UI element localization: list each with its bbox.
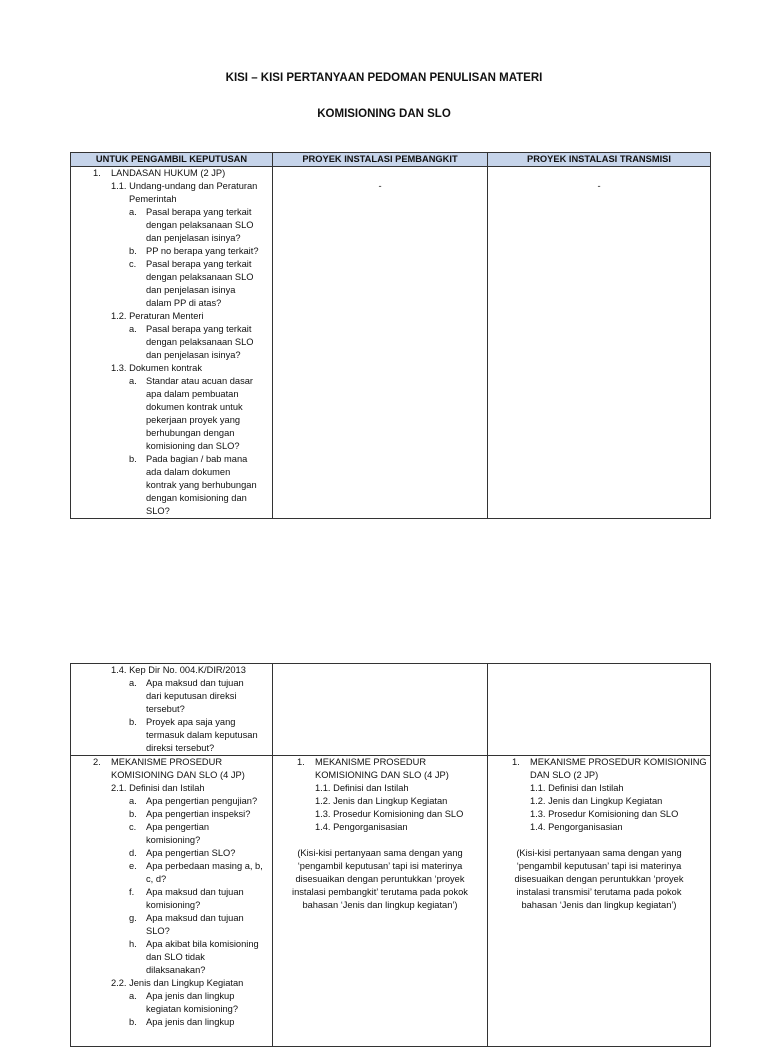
subsection-2-2: 2.2. Jenis dan Lingkup Kegiatan — [111, 978, 244, 988]
list-item: 1.1. Definisi dan Istilah — [315, 783, 409, 793]
list-item: b. Proyek apa saja yang — [129, 717, 236, 727]
list-item-cont: berhubungan dengan — [146, 428, 235, 438]
section-heading-cont: KOMISIONING DAN SLO (4 JP) — [315, 770, 449, 780]
table-row — [71, 664, 711, 756]
section-heading: 1. MEKANISME PROSEDUR — [297, 757, 427, 767]
list-item: 1.1. Definisi dan Istilah — [530, 783, 624, 793]
table-header-row — [71, 153, 711, 167]
list-item-cont: kegiatan komisioning? — [146, 1004, 238, 1014]
list-item: 1.2. Jenis dan Lingkup Kegiatan — [315, 796, 448, 806]
list-item: c. Pasal berapa yang terkait — [129, 259, 252, 269]
list-item: 1.2. Jenis dan Lingkup Kegiatan — [530, 796, 663, 806]
list-item-cont: tersebut? — [146, 704, 185, 714]
list-item-cont: dan penjelasan isinya — [146, 285, 236, 295]
list-item: e. Apa perbedaan masing a, b, — [129, 861, 263, 871]
header-power-plant: PROYEK INSTALASI PEMBANGKIT — [273, 153, 488, 167]
note-text: (Kisi-kisi pertanyaan sama dengan yang ‘pengambil keputusan’ tapi isi materinya disesuaikan dengan peruntukkan ‘proyek instalasi transmisi’ terutama pada pokok bahasan ‘Jenis dan lingkup kegiatan’) — [514, 848, 684, 910]
list-item: a. Apa maksud dan tujuan — [129, 678, 244, 688]
note-text: (Kisi-kisi pertanyaan sama dengan yang ‘pengambil keputusan’ tapi isi materinya disesuaikan dengan peruntukkan ‘proyek instalasi pembangkit’ terutama pada pokok bahasan ‘Jenis dan lingkup kegiatan’) — [292, 848, 468, 910]
list-item: b. Apa jenis dan lingkup — [129, 1017, 235, 1027]
transmission-dash-cell: - — [488, 167, 711, 519]
list-item-cont: termasuk dalam keputusan — [146, 730, 258, 740]
list-item-cont: dan penjelasan isinya? — [146, 350, 241, 360]
list-item-cont: dokumen kontrak untuk — [146, 402, 243, 412]
question-grid-table-page-1 — [70, 152, 711, 519]
question-grid-table-page-2 — [70, 663, 711, 1047]
list-item: b. Apa pengertian inspeksi? — [129, 809, 251, 819]
list-item: f. Apa maksud dan tujuan — [129, 887, 244, 897]
decision-maker-cell — [71, 756, 273, 1047]
table-row — [71, 756, 711, 1047]
subsection-2-1: 2.1. Definisi dan Istilah — [111, 783, 205, 793]
list-item: b. PP no berapa yang terkait? — [129, 246, 259, 256]
header-transmission: PROYEK INSTALASI TRANSMISI — [488, 153, 711, 167]
section-2-heading: 2. MEKANISME PROSEDUR — [93, 757, 223, 767]
subsection-1-1-cont: Pemerintah — [129, 194, 177, 204]
list-item: b. Pada bagian / bab mana — [129, 454, 248, 464]
subsection-1-3: 1.3. Dokumen kontrak — [111, 363, 202, 373]
list-item-cont: komisioning dan SLO? — [146, 441, 240, 451]
document-title: KISI – KISI PERTANYAAN PEDOMAN PENULISAN MATERI — [225, 72, 543, 84]
list-item-cont: dilaksanakan? — [146, 965, 206, 975]
list-item-cont: apa dalam pembuatan — [146, 389, 239, 399]
list-item: d. Apa pengertian SLO? — [129, 848, 236, 858]
transmission-cell — [488, 756, 711, 1047]
subsection-1-2: 1.2. Peraturan Menteri — [111, 311, 204, 321]
list-item-cont: komisioning? — [146, 900, 201, 910]
decision-maker-cell — [71, 664, 273, 756]
section-2-heading-cont: KOMISIONING DAN SLO (4 JP) — [111, 770, 245, 780]
list-item: a. Pasal berapa yang terkait — [129, 207, 252, 217]
list-item-cont: dari keputusan direksi — [146, 691, 237, 701]
list-item-cont: dan SLO tidak — [146, 952, 205, 962]
list-item-cont: ada dalam dokumen — [146, 467, 231, 477]
decision-maker-cell — [71, 167, 273, 519]
list-item: 1.4. Pengorganisasian — [530, 822, 623, 832]
list-item-cont: dengan pelaksanaan SLO — [146, 220, 254, 230]
table-row — [71, 167, 711, 519]
list-item-cont: dengan pelaksanaan SLO — [146, 272, 254, 282]
list-item-cont: dengan komisioning dan — [146, 493, 247, 503]
list-item: h. Apa akibat bila komisioning — [129, 939, 259, 949]
document-subtitle: KOMISIONING DAN SLO — [317, 108, 451, 120]
list-item-cont: pekerjaan proyek yang — [146, 415, 241, 425]
section-heading: 1. MEKANISME PROSEDUR KOMISIONING — [512, 757, 707, 767]
list-item: g. Apa maksud dan tujuan — [129, 913, 244, 923]
subsection-1-4: 1.4. Kep Dir No. 004.K/DIR/2013 — [111, 665, 246, 675]
list-item-cont: c, d? — [146, 874, 167, 884]
list-item-cont: dengan pelaksanaan SLO — [146, 337, 254, 347]
subsection-1-1: 1.1. Undang-undang dan Peraturan — [111, 181, 258, 191]
list-item: 1.3. Prosedur Komisioning dan SLO — [530, 809, 679, 819]
list-item-cont: dan penjelasan isinya? — [146, 233, 241, 243]
power-plant-cell — [273, 756, 488, 1047]
list-item-cont: komisioning? — [146, 835, 201, 845]
list-item-cont: direksi tersebut? — [146, 743, 215, 753]
power-plant-cell — [273, 664, 488, 756]
list-item: c. Apa pengertian — [129, 822, 210, 832]
list-item-cont: SLO? — [146, 506, 170, 516]
power-plant-dash-cell: - — [273, 167, 488, 519]
list-item: 1.3. Prosedur Komisioning dan SLO — [315, 809, 464, 819]
list-item: 1.4. Pengorganisasian — [315, 822, 408, 832]
list-item-cont: SLO? — [146, 926, 170, 936]
section-heading-cont: DAN SLO (2 JP) — [530, 770, 599, 780]
list-item: a. Apa jenis dan lingkup — [129, 991, 235, 1001]
list-item-cont: kontrak yang berhubungan — [146, 480, 257, 490]
list-item-cont: dalam PP di atas? — [146, 298, 222, 308]
transmission-cell — [488, 664, 711, 756]
list-item: a. Standar atau acuan dasar — [129, 376, 253, 386]
section-1-heading: 1. LANDASAN HUKUM (2 JP) — [93, 168, 226, 178]
list-item: a. Pasal berapa yang terkait — [129, 324, 252, 334]
list-item: a. Apa pengertian pengujian? — [129, 796, 258, 806]
header-decision-maker: UNTUK PENGAMBIL KEPUTUSAN — [71, 153, 273, 167]
